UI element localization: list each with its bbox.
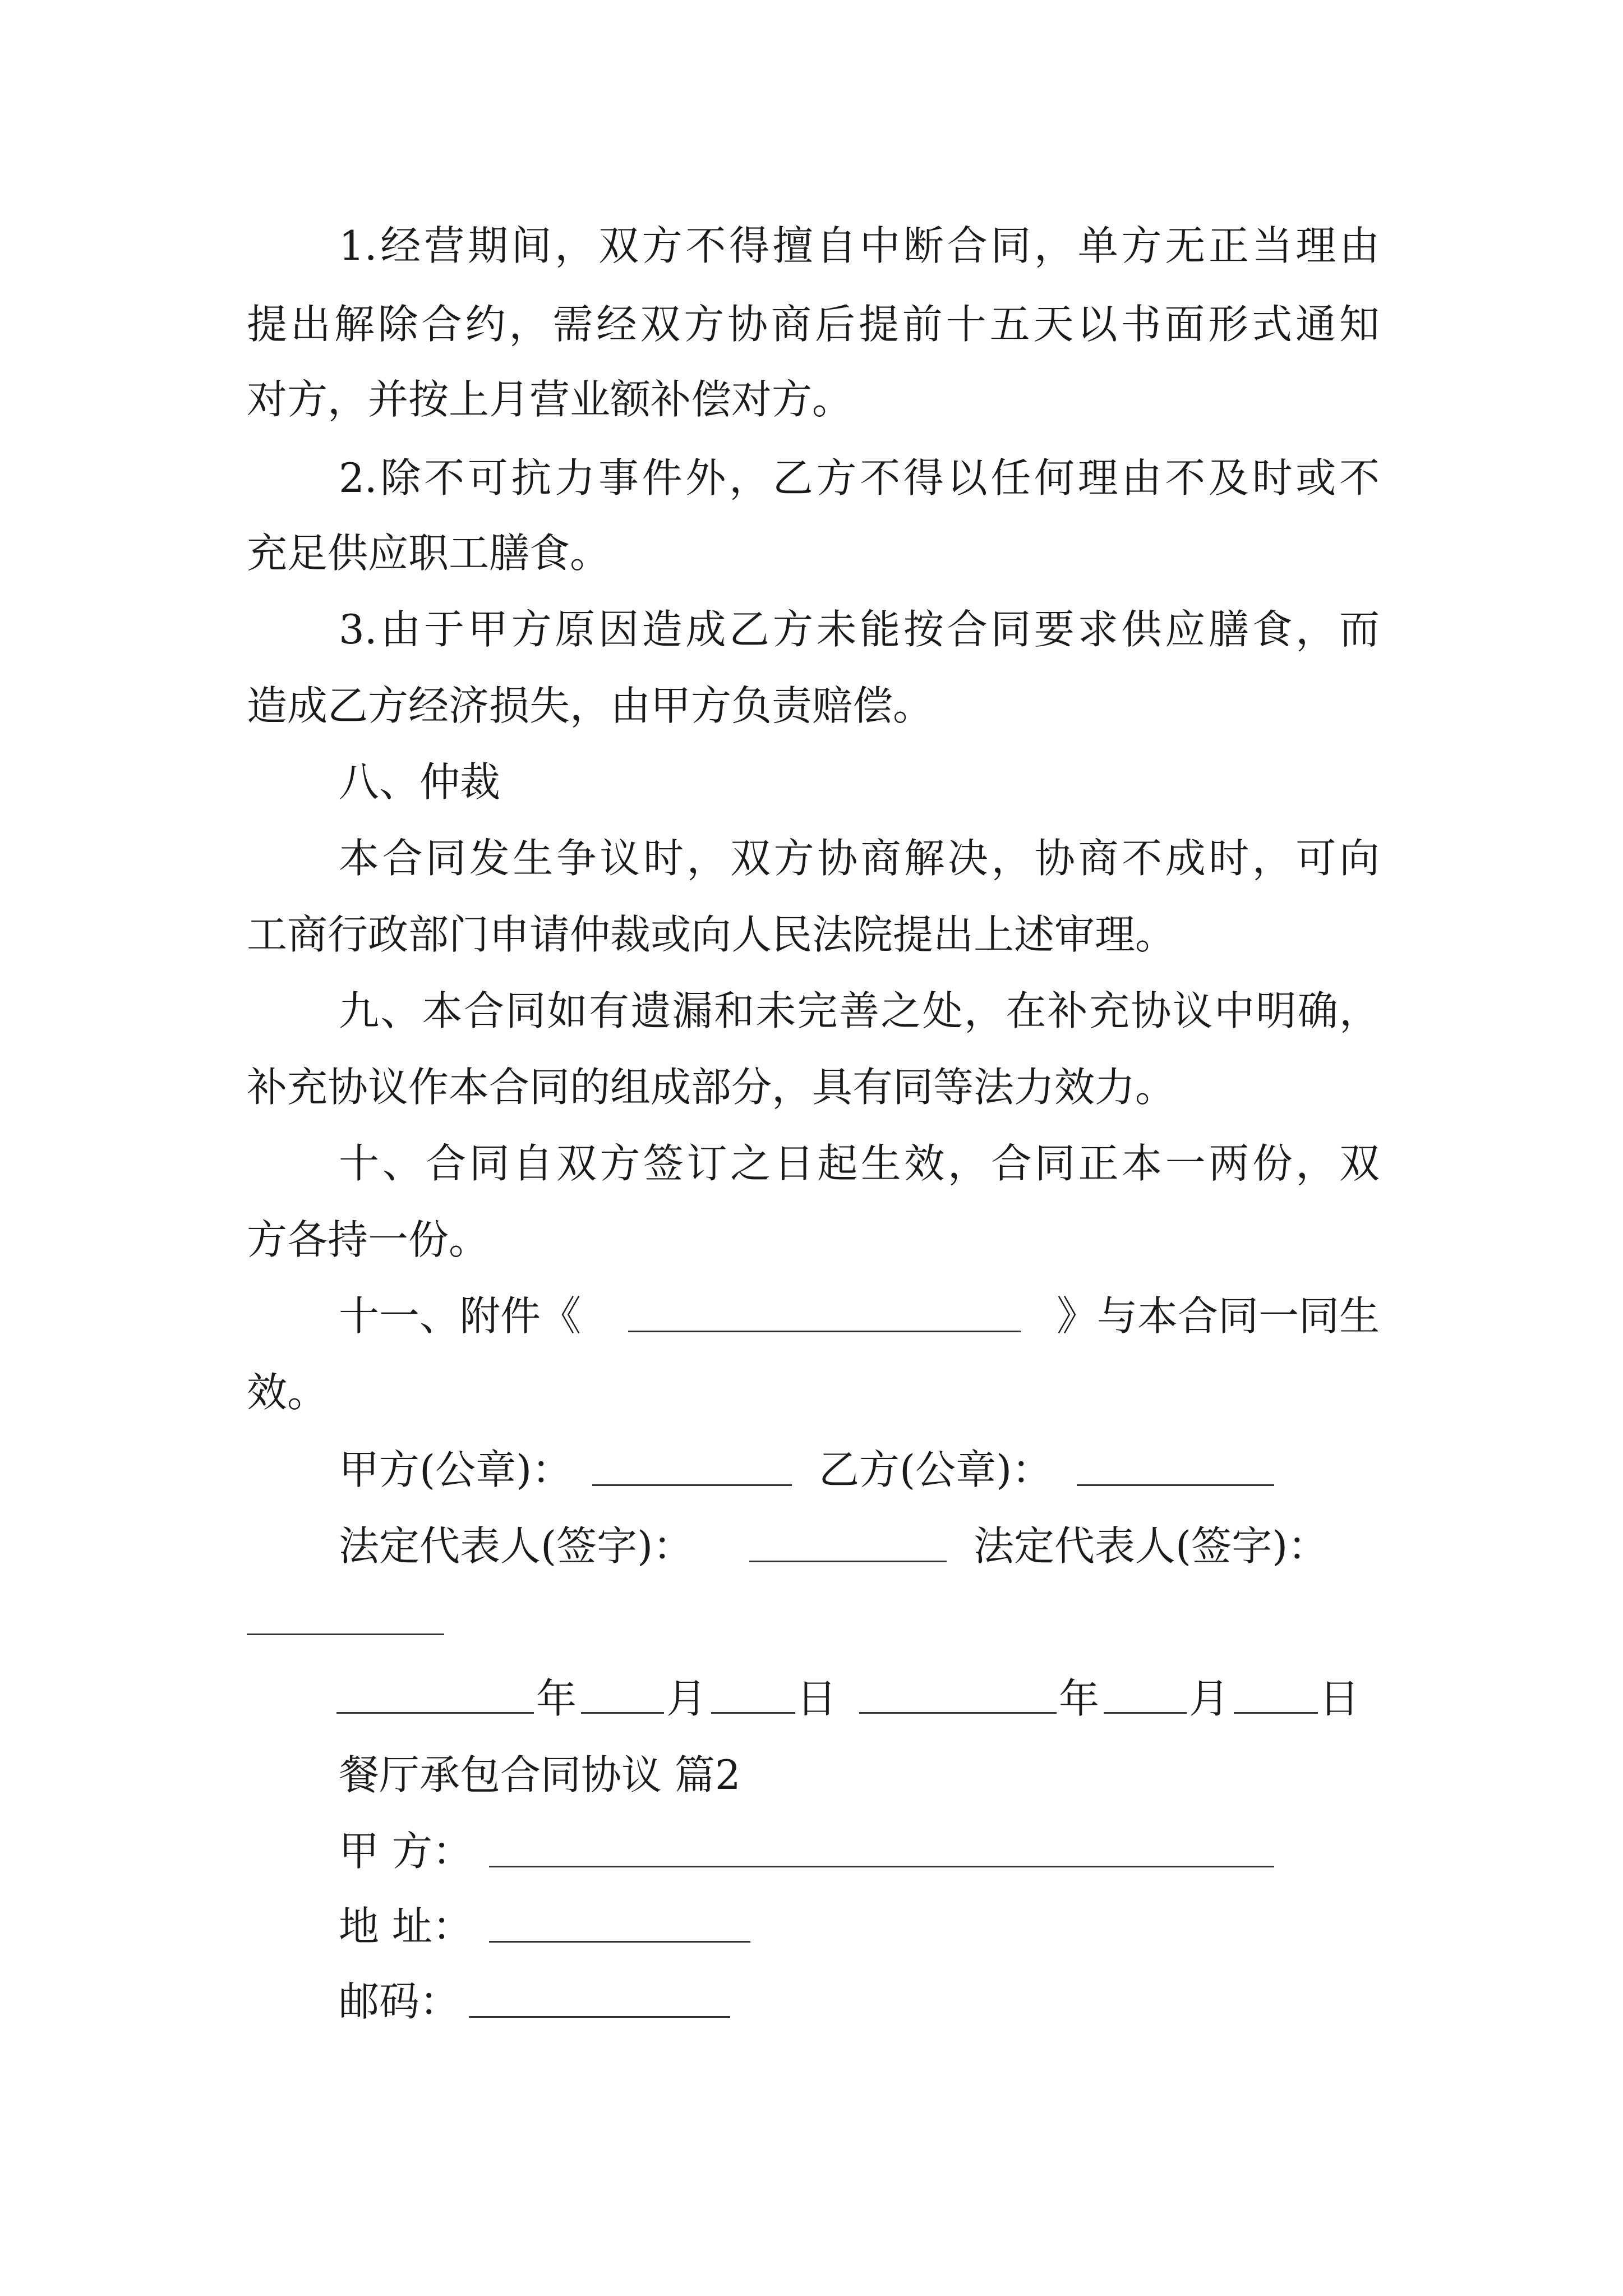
date-a-day-blank[interactable]	[711, 1712, 795, 1714]
attachment-name-blank[interactable]	[628, 1331, 1021, 1332]
section-2-title: 餐厅承包合同协议 篇2	[339, 1751, 741, 1798]
rep-a-blank[interactable]	[749, 1561, 947, 1562]
party-a-seal-label: 甲方(公章)：	[339, 1446, 573, 1493]
date-a-year-label: 年	[536, 1675, 577, 1722]
party-a-seal-blank[interactable]	[592, 1484, 792, 1486]
date-b-year-label: 年	[1059, 1675, 1100, 1722]
date-b-day-label: 日	[1319, 1675, 1360, 1722]
clause-11-line-2: 效。	[247, 1369, 328, 1416]
postcode-label: 邮码：	[339, 1978, 460, 2025]
arbitration-line-2: 工商行政部门申请仲裁或向人民法院提出上述审理。	[247, 911, 1176, 958]
clause-7-3-line-2: 造成乙方经济损失，由甲方负责赔偿。	[247, 682, 934, 729]
rep-a-label: 法定代表人(签字)：	[339, 1522, 694, 1570]
party-a-label: 甲 方：	[339, 1828, 473, 1875]
date-a-month-label: 月	[666, 1675, 707, 1722]
clause-7-1-line-3: 对方，并按上月营业额补偿对方。	[247, 376, 853, 423]
date-a-month-blank[interactable]	[581, 1712, 664, 1714]
clause-10-line-2: 方各持一份。	[247, 1216, 490, 1263]
date-b-month-blank[interactable]	[1104, 1712, 1187, 1714]
rep-b-blank[interactable]	[247, 1634, 444, 1635]
date-a-year-blank[interactable]	[336, 1712, 534, 1714]
party-b-seal-label: 乙方(公章)：	[819, 1446, 1053, 1493]
date-b-day-blank[interactable]	[1234, 1712, 1318, 1714]
section-heading-arbitration: 八、仲裁	[339, 758, 501, 806]
clause-9-line-1: 九、本合同如有遗漏和未完善之处，在补充协议中明确，	[339, 987, 1380, 1034]
postcode-blank[interactable]	[469, 2016, 730, 2018]
clause-7-2-line-2: 充足供应职工膳食。	[247, 530, 611, 577]
clause-7-1-line-1: 1.经营期间，双方不得擅自中断合同，单方无正当理由	[339, 222, 1380, 269]
party-a-blank[interactable]	[489, 1866, 1274, 1867]
address-blank[interactable]	[489, 1941, 750, 1943]
clause-10-line-1: 十、合同自双方签订之日起生效，合同正本一两份，双	[339, 1140, 1380, 1187]
clause-9-line-2: 补充协议作本合同的组成部分，具有同等法力效力。	[247, 1064, 1176, 1111]
date-a-day-label: 日	[796, 1675, 837, 1722]
clause-7-1-line-2: 提出解除合约，需经双方协商后提前十五天以书面形式通知	[247, 301, 1380, 348]
rep-b-label: 法定代表人(签字)：	[974, 1522, 1329, 1570]
clause-7-3-line-1: 3.由于甲方原因造成乙方未能按合同要求供应膳食，而	[339, 606, 1380, 653]
party-b-seal-blank[interactable]	[1077, 1484, 1274, 1486]
attachment-suffix: 》与本合同一同生	[1056, 1292, 1380, 1340]
attachment-prefix: 十一、附件《	[339, 1292, 582, 1340]
clause-7-2-line-1: 2.除不可抗力事件外，乙方不得以任何理由不及时或不	[339, 454, 1380, 501]
arbitration-line-1: 本合同发生争议时，双方协商解决，协商不成时，可向	[339, 835, 1380, 882]
address-label: 地 址：	[339, 1903, 473, 1950]
date-b-month-label: 月	[1189, 1675, 1230, 1722]
date-b-year-blank[interactable]	[859, 1712, 1057, 1714]
